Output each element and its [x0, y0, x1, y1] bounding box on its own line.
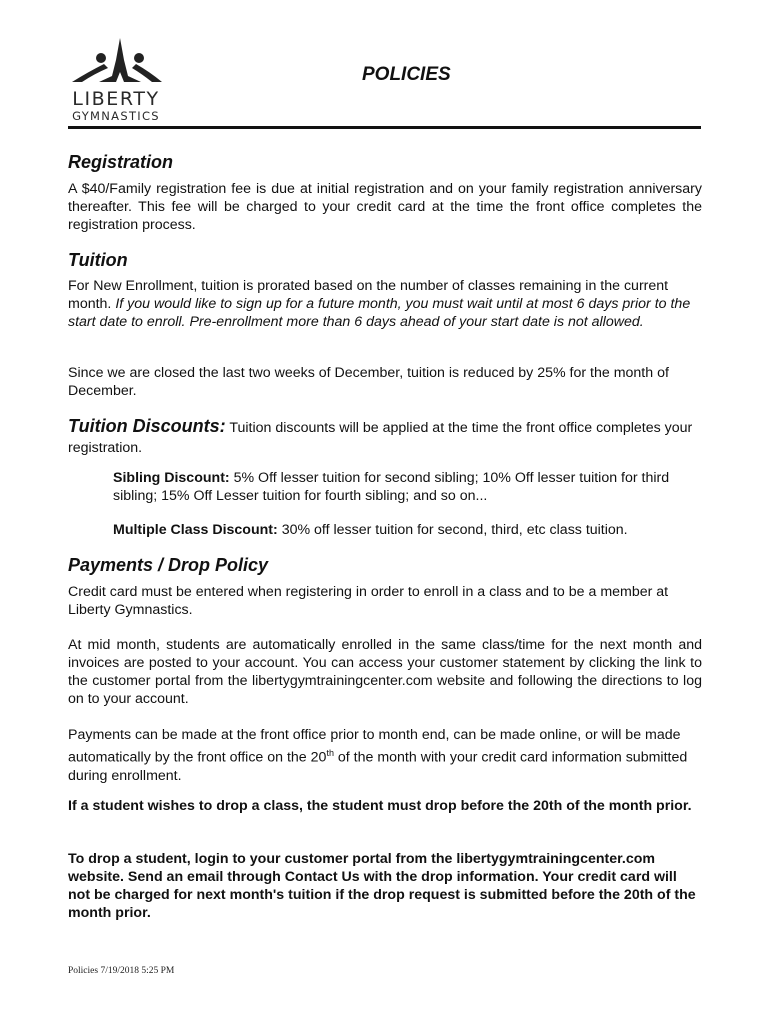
tuition-heading: Tuition — [68, 250, 128, 270]
payments-paragraph-3 — [68, 726, 702, 785]
multiple-class-discount-text: 30% off lesser tuition for second, third, etc class tuition. — [277, 522, 628, 538]
sibling-discount-label: Sibling Discount: — [113, 470, 230, 486]
header-divider — [68, 126, 701, 129]
gymnast-figures-icon — [68, 36, 164, 88]
registration-heading: Registration — [68, 152, 174, 172]
logo-wordmark: LIBERTY — [72, 88, 160, 110]
drop-instructions-paragraph: To drop a student, login to your customer portal from the libertygymtrainingcenter.com website. Send an email through Contact Us with the drop information. Your credit card will not be charged for next month's tuition if the drop request is submitted before the 20th of the month prior. — [68, 851, 696, 921]
discounts-heading: Tuition Discounts: — [68, 416, 226, 436]
page-footer: Policies 7/19/2018 5:25 PM — [68, 966, 175, 976]
drop-deadline-paragraph: If a student wishes to drop a class, the student must drop before the 20th of the month prior. — [68, 798, 692, 814]
page-title: POLICIES — [362, 64, 451, 85]
payments-paragraph-1: Credit card must be entered when registering in order to enroll in a class and to be a member at Liberty Gymnastics. — [68, 584, 669, 618]
multiple-class-discount-label: Multiple Class Discount: — [113, 522, 278, 538]
tuition-proration-text: For New Enrollment, tuition is prorated based on the number of classes remaining in the current month. — [68, 278, 669, 312]
sibling-discount-text: 5% Off lesser tuition for second sibling; 10% Off lesser tuition for third sibling; 15% Off Lesser tuition for fourth sibling; and so on... — [113, 470, 670, 504]
payments-schedule-text-end: of the month with your credit card information submitted during enrollment. — [68, 749, 688, 784]
discounts-intro-text: Tuition discounts will be applied at the time the front office completes your registration. — [68, 420, 693, 456]
payments-paragraph-2: At mid month, students are automatically enrolled in the same class/time for the next month and invoices are posted to your account. You can access your customer statement by clicking the link to the customer portal from the libertygymtrainingcenter.com website and following the directions to log on to your account. — [68, 637, 702, 707]
sibling-discount-paragraph — [113, 469, 693, 505]
discounts-paragraph — [68, 416, 702, 458]
liberty-gymnastics-logo — [66, 36, 166, 126]
tuition-paragraph-2: Since we are closed the last two weeks of December, tuition is reduced by 25% for the month of December. — [68, 365, 669, 399]
tuition-paragraph-1 — [68, 277, 702, 331]
ordinal-superscript: th — [326, 748, 334, 758]
payments-schedule-text: Payments can be made at the front office prior to month end, can be made online, or will be made automatically by the front office on the 20 — [68, 727, 681, 766]
registration-paragraph: A $40/Family registration fee is due at initial registration and on your family registration anniversary thereafter. This fee will be charged to your credit card at the time the front office completes the registration process. — [68, 181, 702, 233]
multiple-class-discount-paragraph — [113, 521, 693, 539]
logo-subtitle: GYMNASTICS — [72, 109, 160, 123]
tuition-future-month-note: If you would like to sign up for a future month, you must wait until at most 6 days prior to the start date to enroll. Pre-enrollment more than 6 days ahead of your start date is not allowed. — [68, 296, 691, 330]
payments-heading: Payments / Drop Policy — [68, 555, 269, 575]
